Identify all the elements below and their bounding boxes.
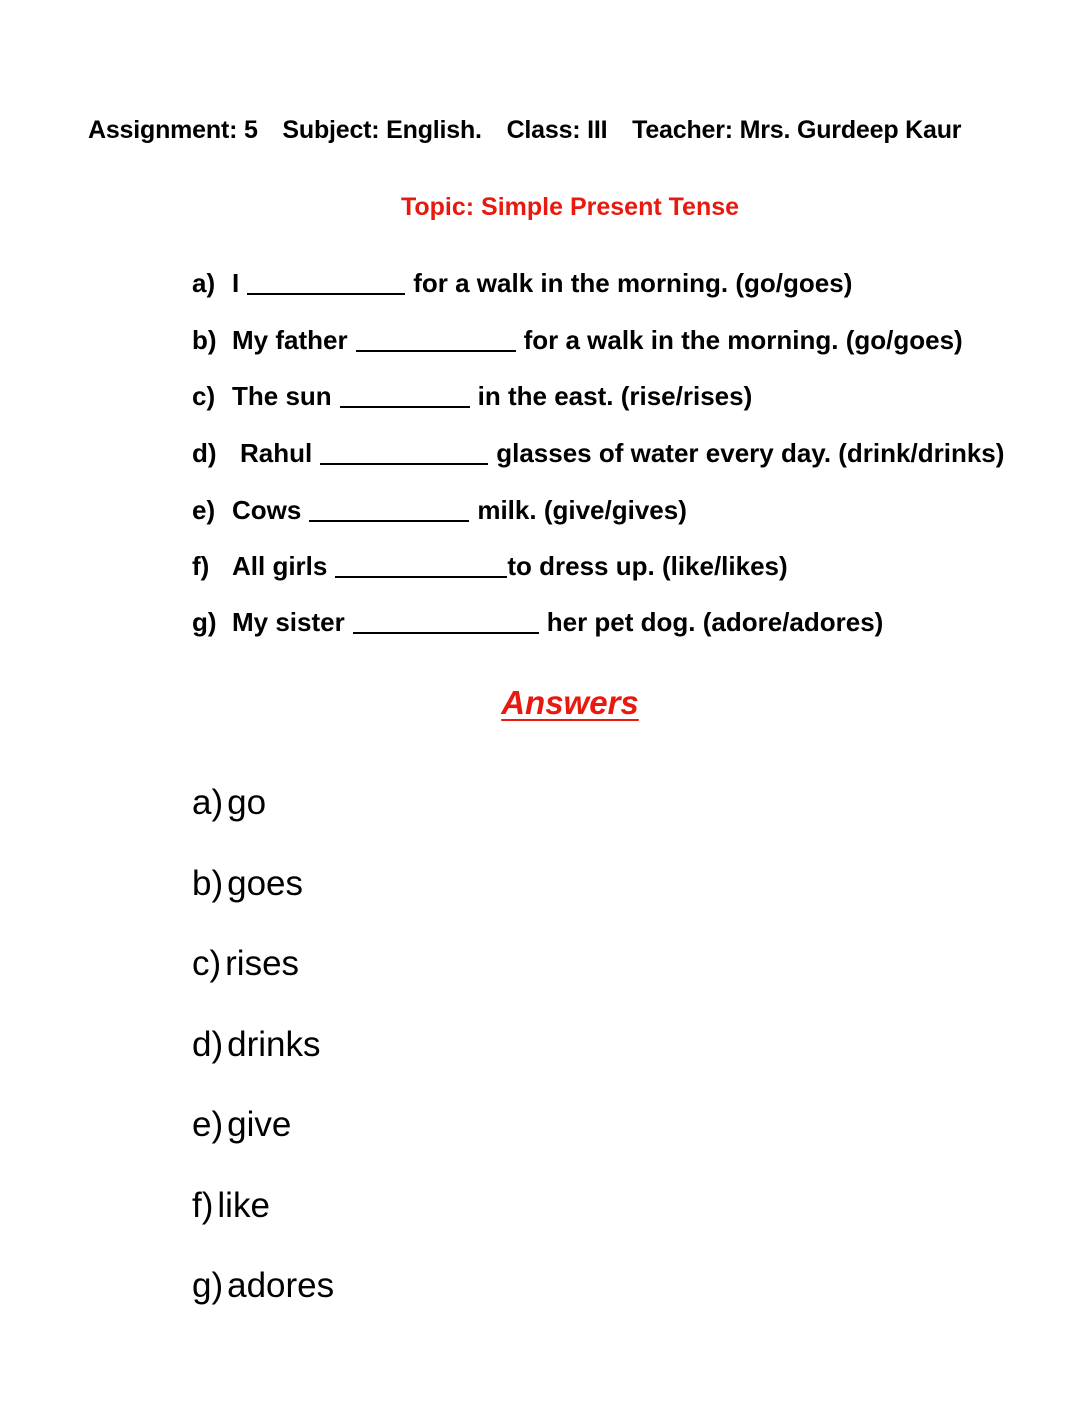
answer-blank (356, 324, 516, 352)
assignment-header (88, 116, 979, 145)
answer-letter: e) (192, 1105, 224, 1144)
answer-text: goes (227, 864, 304, 903)
class-label: Class: III (506, 116, 608, 144)
question-rest: in the east. (rise/rises) (477, 381, 753, 411)
assignment-number: Assignment: 5 (88, 116, 258, 144)
answer-item (192, 1186, 270, 1226)
question-item (192, 548, 788, 582)
answer-letter: f) (192, 1186, 214, 1225)
question-rest: for a walk in the morning. (go/goes) (413, 268, 853, 298)
answer-item (192, 1025, 321, 1065)
subject-label: Subject: English. (282, 116, 482, 144)
answer-text: give (227, 1105, 292, 1144)
answer-text: drinks (227, 1025, 321, 1064)
topic-title: Topic: Simple Present Tense (400, 193, 740, 221)
question-subject: All girls (232, 551, 328, 581)
answer-blank (247, 267, 405, 295)
answer-letter: b) (192, 864, 224, 903)
answer-letter: g) (192, 1266, 224, 1305)
question-subject: I (232, 268, 240, 298)
question-item (192, 492, 687, 526)
question-subject: My sister (232, 607, 345, 637)
answer-item (192, 944, 299, 984)
question-subject: Rahul (240, 438, 313, 468)
answer-item (192, 864, 303, 904)
question-subject: My father (232, 325, 348, 355)
question-rest: to dress up. (like/likes) (507, 551, 788, 581)
answers-heading: Answers (501, 684, 639, 721)
question-letter: d) (192, 438, 217, 468)
question-item (192, 435, 1004, 469)
question-rest: her pet dog. (adore/adores) (546, 607, 884, 637)
question-rest: milk. (give/gives) (477, 495, 687, 525)
question-letter: f) (192, 551, 210, 581)
answer-item (192, 1266, 334, 1306)
answer-letter: d) (192, 1025, 224, 1064)
answer-letter: a) (192, 783, 224, 822)
answer-blank (335, 550, 507, 578)
teacher-label: Teacher: Mrs. Gurdeep Kaur (632, 116, 962, 144)
question-rest: glasses of water every day. (drink/drinks) (496, 438, 1005, 468)
question-item (192, 378, 752, 412)
question-item (192, 265, 852, 299)
answer-blank (353, 606, 539, 634)
answer-text: go (227, 783, 267, 822)
answer-text: adores (227, 1266, 335, 1305)
answer-blank (340, 380, 470, 408)
question-subject: The sun (232, 381, 332, 411)
question-letter: e) (192, 495, 216, 525)
question-rest: for a walk in the morning. (go/goes) (523, 325, 963, 355)
question-letter: b) (192, 325, 217, 355)
answer-blank (320, 437, 488, 465)
question-subject: Cows (232, 495, 302, 525)
answer-text: rises (225, 944, 300, 983)
question-letter: a) (192, 268, 216, 298)
answer-item (192, 783, 266, 823)
question-item (192, 322, 963, 356)
answer-text: like (217, 1186, 270, 1225)
question-letter: g) (192, 607, 217, 637)
question-item (192, 604, 883, 638)
question-letter: c) (192, 381, 216, 411)
answer-blank (309, 494, 469, 522)
answer-item (192, 1105, 291, 1145)
answer-letter: c) (192, 944, 222, 983)
